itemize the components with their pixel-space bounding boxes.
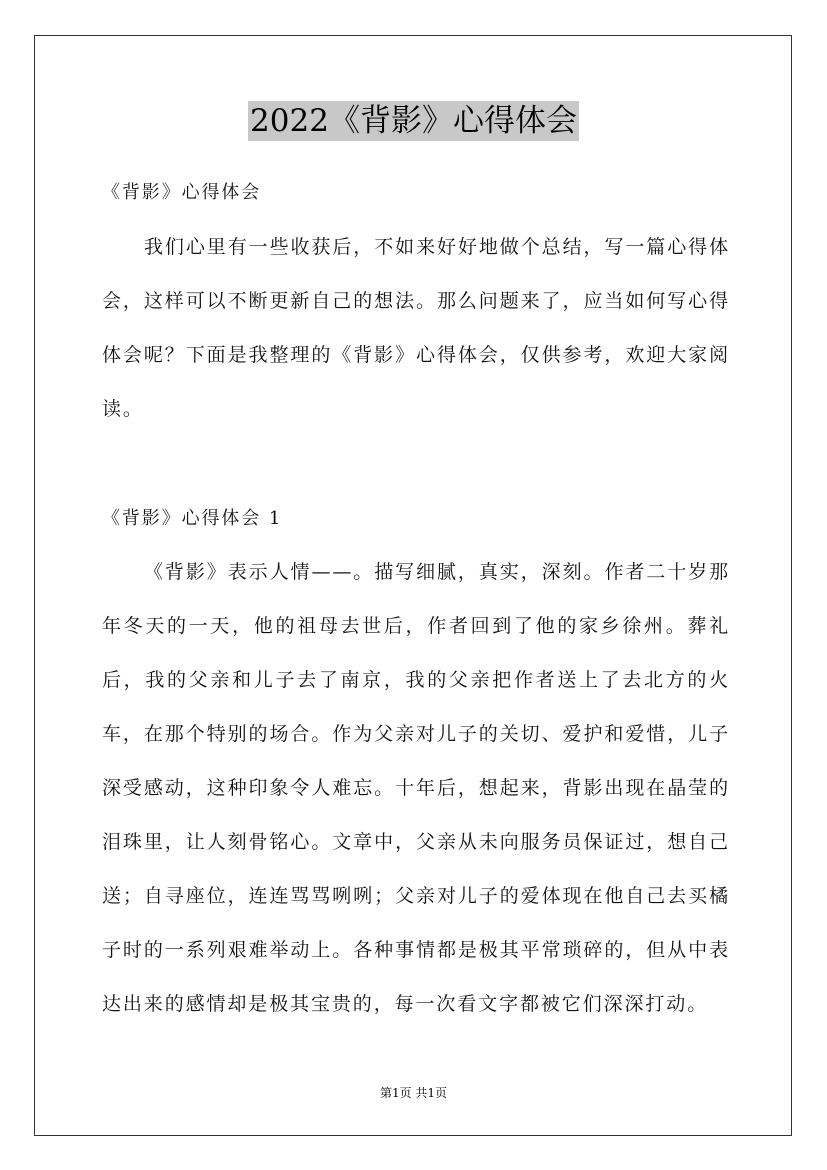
title-block [0,101,827,141]
section-body: 《背影》表示人情——。描写细腻，真实，深刻。作者二十岁那年冬天的一天，他的祖母去世后，作者回到了他的家乡徐州。葬礼后，我的父亲和儿子去了南京，我的父亲把作者送上了去北方的火车，在那个特别的场合。作为父亲对儿子的关切、爱护和爱惜，儿子深受感动，这种印象令人难忘。十年后，想起来，背影出现在晶莹的泪珠里，让人刻骨铭心。文章中，父亲从未向服务员保证过，想自己送；自寻座位，连连骂骂咧咧；父亲对儿子的爱体现在他自己去买橘子时的一系列艰难举动上。各种事情都是极其平常琐碎的，但从中表达出来的感情却是极其宝贵的，每一次看文字都被它们深深打动。 [102,561,730,1015]
page-title: 2022《背影》心得体会 [250,103,577,139]
page-footer: 第1页 共1页 [379,1086,448,1100]
section-heading: 《背影》心得体会 1 [102,508,283,529]
subtitle: 《背影》心得体会 [102,182,262,203]
intro-paragraph: 我们心里有一些收获后，不如来好好地做个总结，写一篇心得体会，这样可以不断更新自己的想法。那么问题来了，应当如何写心得体会呢？下面是我整理的《背影》心得体会，仅供参考，欢迎大家阅读。 [102,236,730,420]
